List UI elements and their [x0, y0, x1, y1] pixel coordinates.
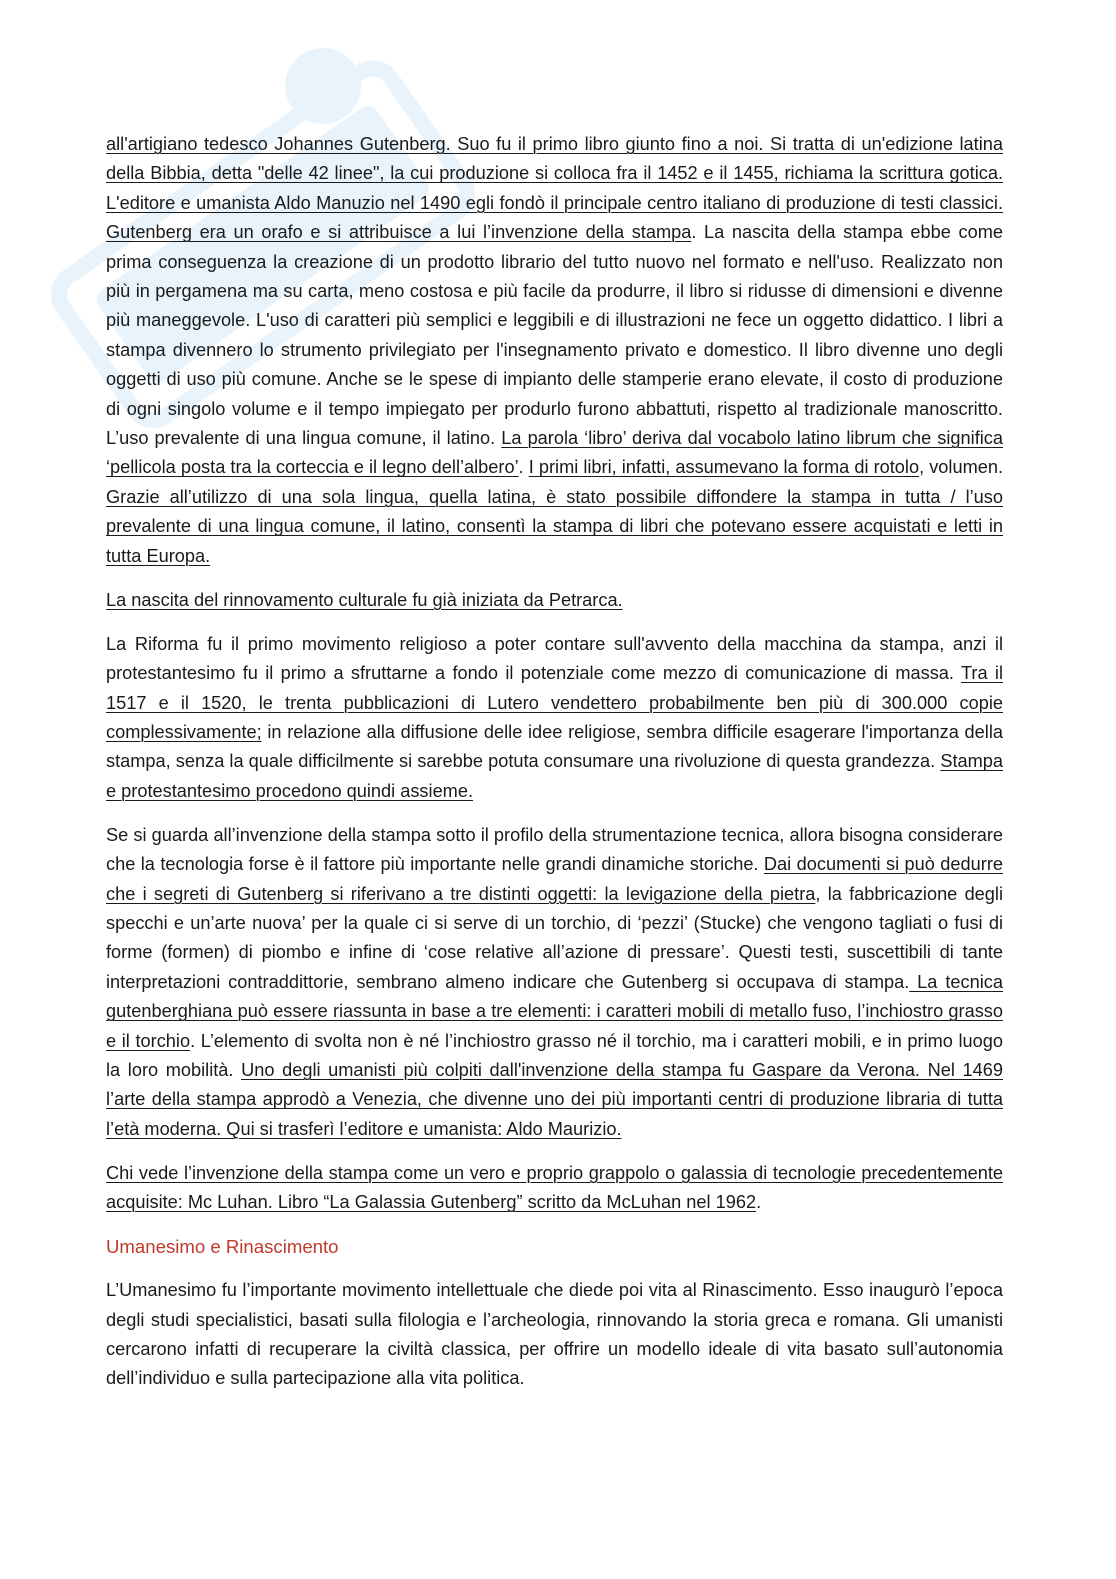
document-body — [106, 130, 1003, 1408]
text-segment: , la fabbricazione degli specchi e un’arte nuova’ per la quale ci si serve di un torchio, di ‘pezzi’ (Stucke) che vengono tagliati o fusi di forme (formen) di piombo e infine di ‘cose relative all’azione di pressare’. Questi testi, suscettibili di tante interpretazioni contraddittorie, sembrano almeno indicare che Gutenberg si occupava di stampa. — [106, 883, 1003, 992]
text-segment: La Riforma fu il primo movimento religioso a poter contare sull'avvento della macchina da stampa, anzi il protestantesimo fu il primo a sfruttarne a fondo il potenziale come mezzo di comunicazione di massa. — [106, 633, 1003, 684]
section-heading: Umanesimo e Rinascimento — [106, 1236, 339, 1258]
underlined-text: Uno degli umanisti più colpiti dall'invenzione della stampa fu Gaspare da Verona. Nel 1469 l’arte della stampa approdò a Venezia, che divenne uno dei più importanti centri di produzione libraria di tutta l’età moderna. Qui si trasferì l’editore e umanista: Aldo Maurizio. — [106, 1059, 1003, 1139]
paragraph-umanesimo: L’Umanesimo fu l’importante movimento intellettuale che diede poi vita al Rinascimento. Esso inaugurò l’epoca degli studi specialistici, basati sulla filologia e l’archeologia, rinnovando la storia greca e romana. Gli umanisti cercarono infatti di recuperare la civiltà classica, per offrire un modello ideale di vita basato sull’autonomia dell’individuo e sulla partecipazione alla vita politica. — [106, 1280, 1003, 1389]
underlined-text: Grazie all’utilizzo di una sola lingua, quella latina, è stato possibile diffondere la stampa in tutta / l’uso prevalente di una lingua comune, il latino, consentì la stampa di libri che potevano essere acquistati e letti in tutta Europa. — [106, 486, 1003, 566]
underlined-text: Stampa e protestantesimo procedono quindi assieme. — [106, 751, 1003, 801]
paragraph — [106, 586, 1003, 615]
underlined-text: La nascita del rinnovamento culturale fu già iniziata da Petrarca. — [106, 589, 623, 610]
paragraph-list — [106, 130, 1003, 1218]
paragraph — [106, 1159, 1003, 1218]
text-segment: . — [518, 457, 529, 478]
paragraph — [106, 630, 1003, 806]
text-segment: . L’elemento di svolta non è né l’inchiostro grasso né il torchio, ma i caratteri mobili, e in primo luogo la loro mobilità. — [106, 1030, 1003, 1080]
text-segment: , volumen. — [919, 457, 1004, 478]
text-segment: in relazione alla diffusione delle idee religiose, sembra difficile esagerare l'importanza della stampa, senza la quale difficilmente si sarebbe potuta consumare una rivoluzione di questa grandezza. — [106, 721, 1003, 772]
text-segment: Se si guarda all’invenzione della stampa sotto il profilo della strumentazione tecnica, allora bisogna considerare che la tecnologia forse è il fattore più importante nelle grandi dinamiche storiche. — [106, 824, 1003, 875]
underlined-text: L'editore e umanista Aldo Manuzio nel 1490 egli fondò il principale centro italiano di produzione di testi classici. Gutenberg era un orafo e si attribuisce a lui l’invenzione della stampa — [106, 192, 1003, 243]
paragraph — [106, 130, 1003, 571]
underlined-text: Tra il 1517 e il 1520, le trenta pubblicazioni di Lutero vendettero probabilmente ben più di 300.000 copie complessivamente; — [106, 663, 1003, 742]
paragraph — [106, 821, 1003, 1144]
underlined-text: Chi vede l’invenzione della stampa come un vero e proprio grappolo o galassia di tecnologie precedentemente acquisite: Mc Luhan. Libro “La Galassia Gutenberg” scritto da McLuhan nel 1962 — [106, 1162, 1003, 1213]
underlined-text: all'artigiano tedesco Johannes Gutenberg. Suo fu il primo libro giunto fino a noi. Si tratta di un'edizione latina della Bibbia, detta "delle 42 linee", la cui produzione si colloca fra il 1452 e il 1455, richiama la scrittura gotica. — [106, 134, 1003, 184]
text-segment: . — [756, 1192, 762, 1213]
text-segment: . La nascita della stampa ebbe come prima conseguenza la creazione di un prodotto librario del tutto nuovo nel formato e nell'uso. Realizzato non più in pergamena ma su carta, meno costosa e più facile da produrre, il libro si ridusse di dimensioni e divenne più maneggevole. L'uso di caratteri più semplici e leggibili e di illustrazioni ne fece un oggetto didattico. I libri a stampa divennero lo strumento privilegiato per l'insegnamento privato e domestico. Il libro divenne uno degli oggetti di uso più comune. Anche se le spese di impianto delle stamperie erano elevate, il costo di produzione di ogni singolo volume e il tempo impiegato per produrlo furono abbattuti, rispetto al tradizionale manoscritto. L’uso prevalente di una lingua comune, il latino. — [106, 222, 1003, 449]
underlined-text: Dai documenti si può dedurre che i segreti di Gutenberg si riferivano a tre distinti oggetti: la levigazione della pietra — [106, 854, 1003, 904]
underlined-text: La parola ‘libro’ deriva dal vocabolo latino librum che significa ‘pellicola posta tra la corteccia e il legno dell’albero’ — [106, 428, 1003, 478]
underlined-text: La tecnica gutenberghiana può essere riassunta in base a tre elementi: i caratteri mobili di metallo fuso, l’inchiostro grasso e il torchio — [106, 971, 1003, 1051]
underlined-text: I primi libri, infatti, assumevano la forma di rotolo — [528, 457, 920, 478]
